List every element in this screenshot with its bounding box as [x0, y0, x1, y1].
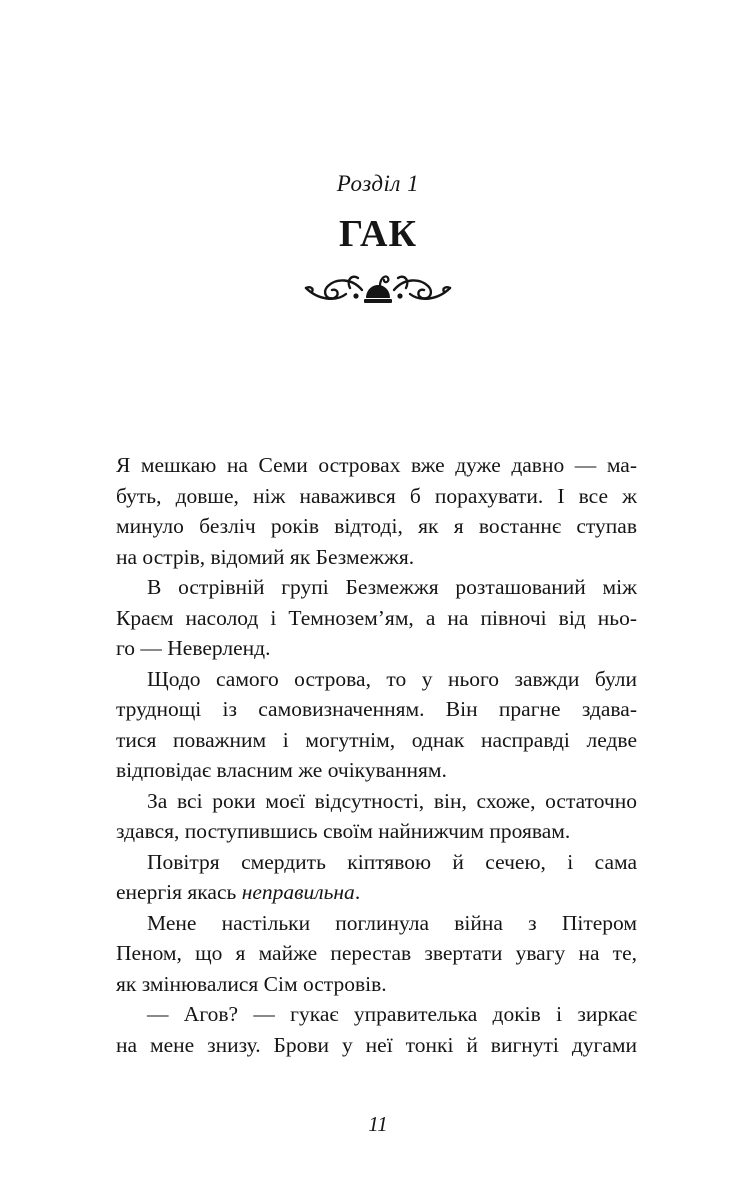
paragraph	[116, 999, 637, 1060]
text-line: відповідає власним же очікуванням.	[116, 758, 447, 782]
text-line	[116, 877, 637, 908]
italic-word: неправильна	[241, 880, 355, 904]
text-line: на мене знизу. Брови у неї тонкі й вигнуті дугами	[116, 1032, 637, 1057]
paragraph	[116, 847, 637, 908]
text-line: тися поважним і могутнім, однак насправді ледве	[116, 727, 637, 752]
hook-flourish-icon	[300, 266, 456, 310]
text-line: Повітря смердить кіптявою й сечею, і сама	[147, 849, 637, 874]
text-line: на острів, відомий як Безмежжя.	[116, 544, 415, 569]
text-run: .	[354, 880, 361, 904]
text-line: буть, довше, ніж наважився б порахувати. І все ж	[116, 483, 637, 508]
text-line: Я мешкаю на Семи островах вже дуже давно — ма-	[116, 453, 637, 477]
text-line: го — Неверленд.	[116, 636, 271, 660]
paragraph	[116, 786, 637, 847]
paragraph	[116, 572, 637, 664]
paragraph	[116, 908, 637, 1000]
text-line: як змінювалися Сім островів.	[116, 971, 387, 996]
page-number: 11	[368, 1112, 388, 1136]
text-line: В острівній групі Безмежжя розташований між	[147, 575, 637, 599]
text-line: За всі роки моєї відсутності, він, схоже, остаточно	[147, 788, 637, 813]
paragraph	[116, 664, 637, 786]
text-run: енергія якась	[116, 880, 242, 904]
text-line: труднощі із самовизначенням. Він прагне здава-	[116, 697, 637, 721]
text-line: минуло безліч років відтоді, як я востаннє ступав	[116, 514, 637, 538]
text-line: Пеном, що я майже перестав звертати увагу на те,	[116, 941, 637, 965]
text-line: Краєм насолод і Темноземʼям, а на півночі від ньо-	[116, 605, 637, 630]
chapter-body	[116, 450, 637, 1060]
text-line: Мене настільки поглинула війна з Пітером	[147, 910, 637, 935]
text-line: — Агов? — гукає управителька доків і зиркає	[147, 1002, 637, 1026]
text-line: здався, поступившись своїм найнижчим проявам.	[116, 819, 571, 843]
chapter-label: Розділ 1	[336, 171, 420, 196]
paragraph	[116, 450, 637, 572]
chapter-title: ГАК	[338, 213, 418, 255]
text-line: Щодо самого острова, то у нього завжди були	[147, 666, 637, 691]
